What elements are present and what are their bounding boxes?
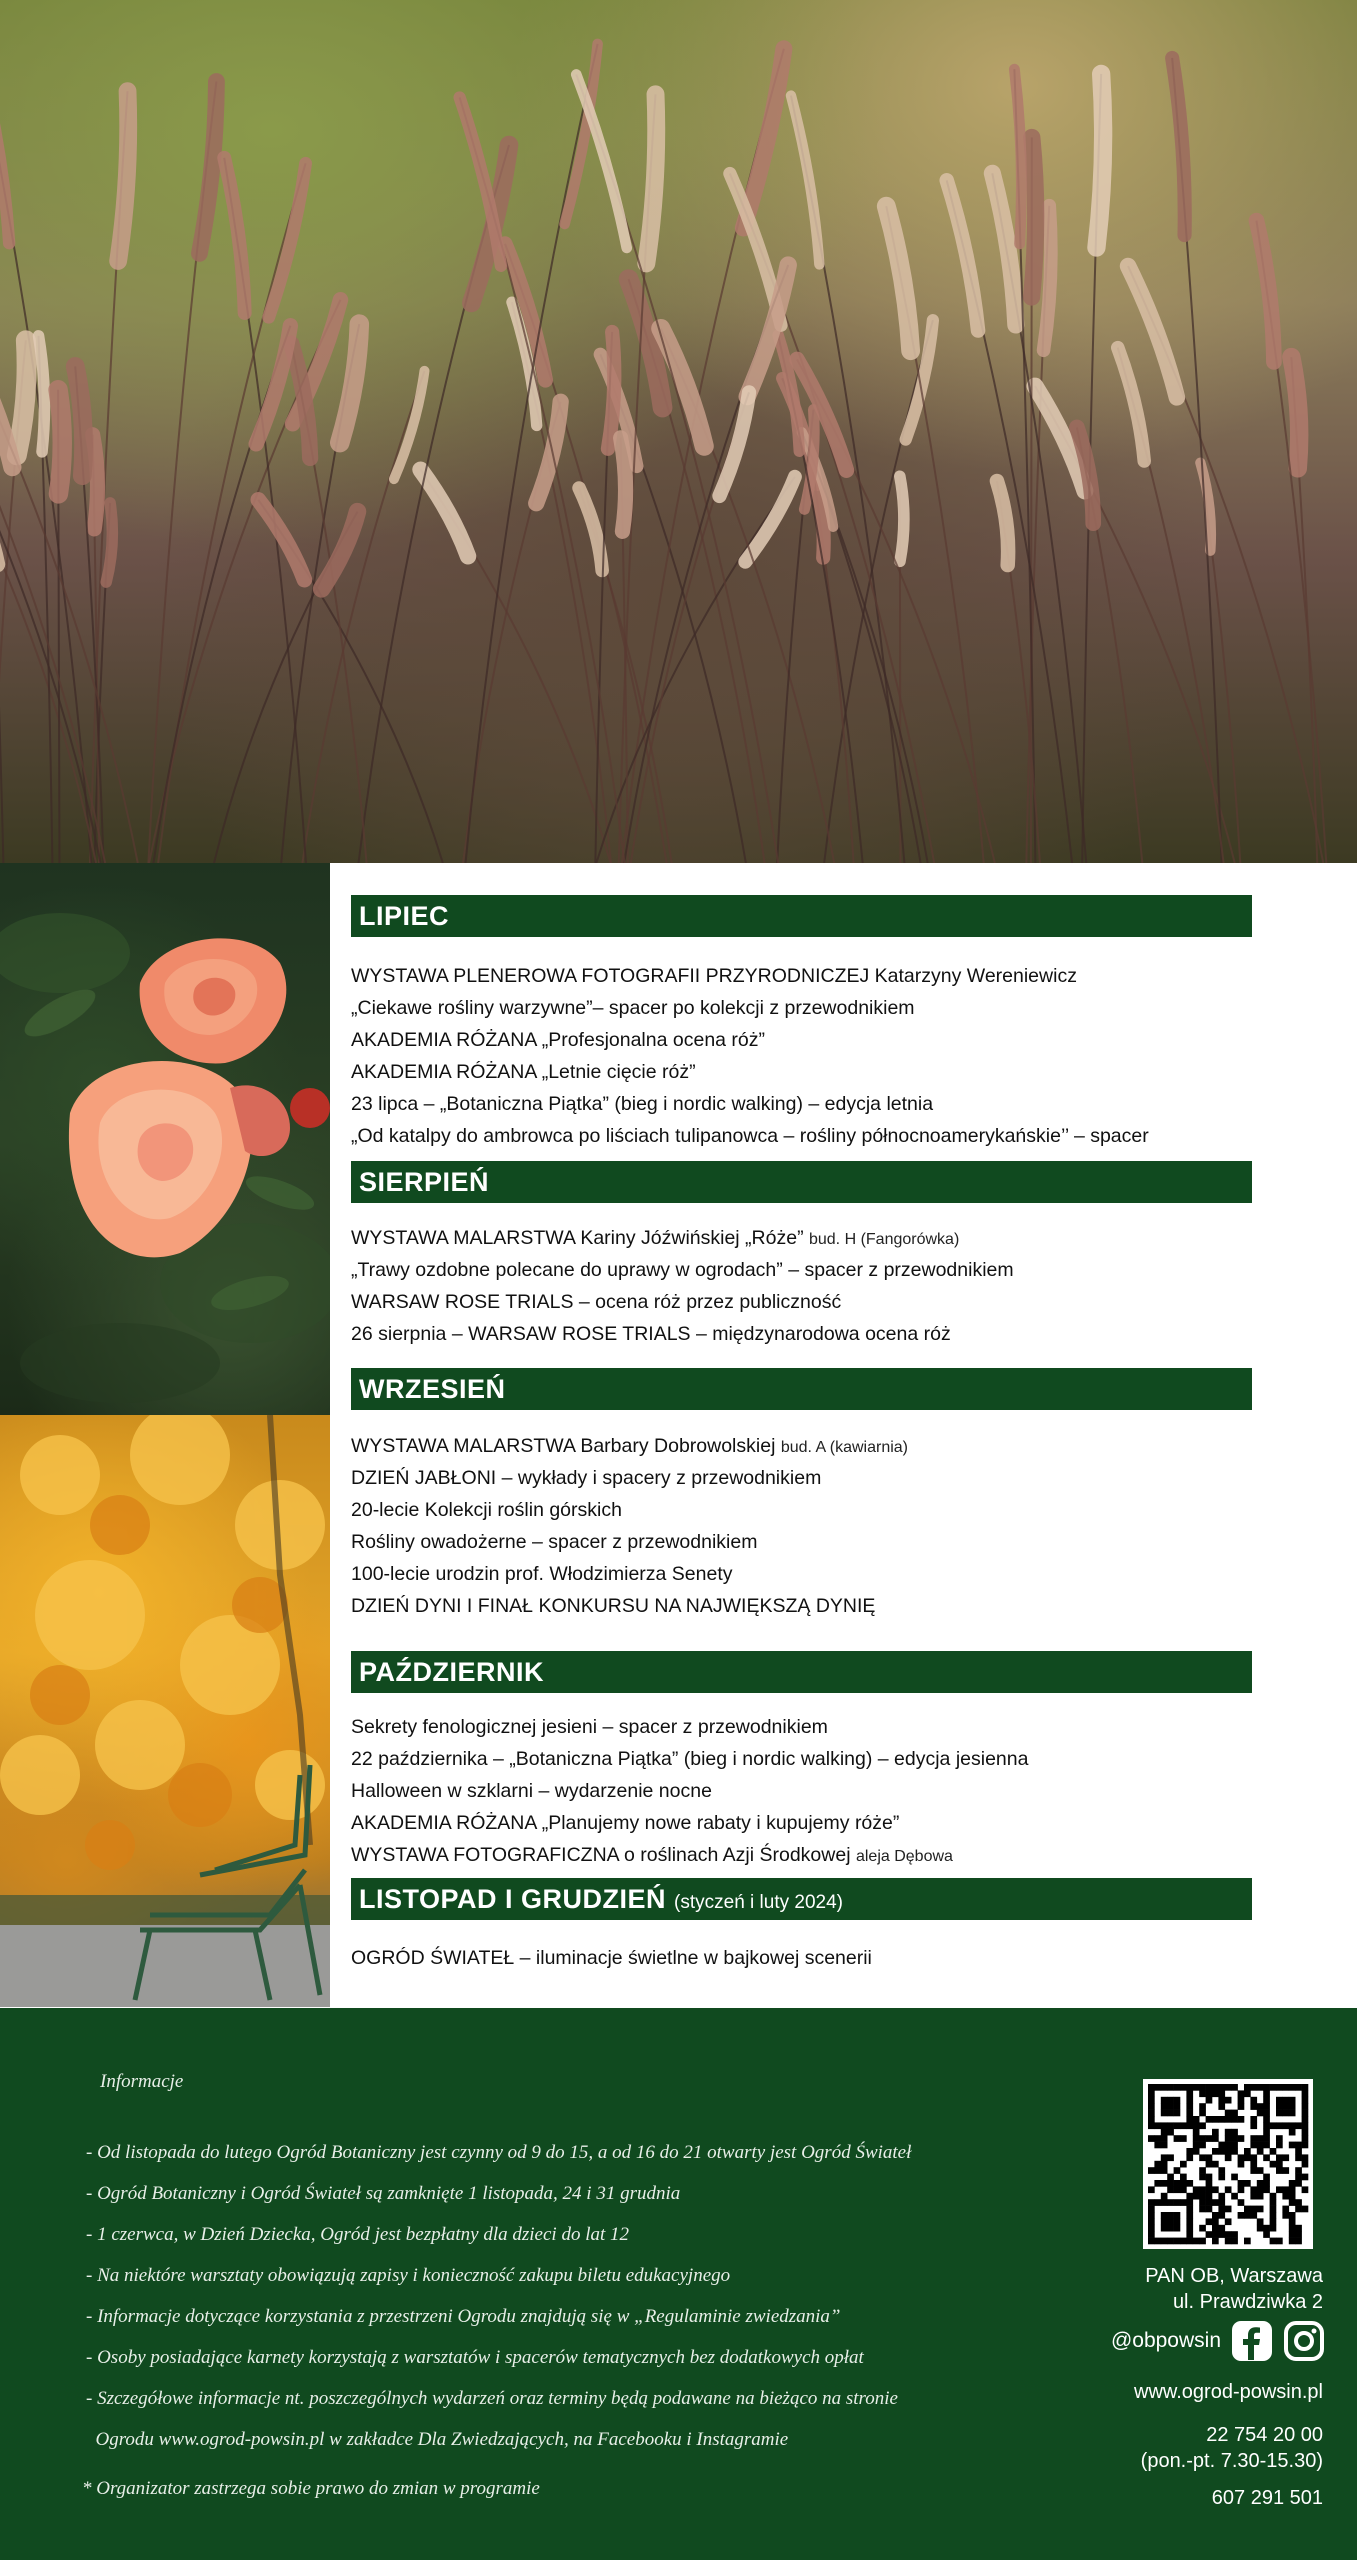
section-august xyxy=(351,1161,1252,1350)
event-text: WYSTAWA MALARSTWA Kariny Jóźwińskiej „Róże” xyxy=(351,1227,804,1249)
event-text: DZIEŃ JABŁONI – wykłady i spacery z przewodnikiem xyxy=(351,1467,822,1489)
month-header-july: LIPIEC xyxy=(351,895,1252,937)
info-list xyxy=(86,2132,911,2460)
info-item: - 1 czerwca, w Dzień Dziecka, Ogród jest bezpłatny dla dzieci do lat 12 xyxy=(86,2224,630,2245)
info-item: - Na niektóre warsztaty obowiązują zapisy i konieczność zakupu biletu edukacyjnego xyxy=(86,2265,731,2286)
info-item: Ogrodu www.ogrod-powsin.pl w zakładce Dla Zwiedzających, na Facebooku i Instagramie xyxy=(86,2429,789,2450)
info-item: - Od listopada do lutego Ogród Botaniczny jest czynny od 9 do 15, a od 16 do 21 otwarty jest Ogród Świateł xyxy=(86,2142,912,2163)
event-list-october xyxy=(351,1711,1252,1871)
event-text: 26 sierpnia – WARSAW ROSE TRIALS – międzynarodowa ocena róż xyxy=(351,1323,951,1345)
event-location: aleja Dębowa xyxy=(855,1848,953,1865)
instagram-icon[interactable] xyxy=(1283,2320,1325,2362)
info-item: - Informacje dotyczące korzystania z przestrzeni Ogrodu znajdują się w „Regulaminie zwiedzania” xyxy=(86,2306,841,2327)
month-header-september: WRZESIEŃ xyxy=(351,1368,1252,1410)
info-item: - Ogród Botaniczny i Ogród Świateł są zamknięte 1 listopada, 24 i 31 grudnia xyxy=(86,2183,681,2204)
event-item xyxy=(351,1743,1252,1775)
event-text: Rośliny owadożerne – spacer z przewodnikiem xyxy=(351,1531,758,1553)
photo-autumn-tree-bench xyxy=(0,1415,330,2007)
event-item xyxy=(351,1558,1252,1590)
section-november-december xyxy=(351,1878,1252,1974)
event-list-september xyxy=(351,1430,1252,1622)
event-item: WYSTAWA PLENEROWA FOTOGRAFII PRZYRODNICZEJ Katarzyny Wereniewicz xyxy=(351,965,1077,987)
roses-illustration xyxy=(0,863,330,1415)
event-item xyxy=(351,1494,1252,1526)
event-text: 20-lecie Kolekcji roślin górskich xyxy=(351,1499,622,1521)
event-item xyxy=(351,1318,1252,1350)
mobile-number: 607 291 501 xyxy=(1211,2487,1323,2509)
event-text: 22 października – „Botaniczna Piątka” (bieg i nordic walking) – edycja jesienna xyxy=(351,1748,1029,1770)
event-item: AKADEMIA RÓŻANA „Letnie cięcie róż” xyxy=(351,1061,696,1083)
month-header-november-december xyxy=(351,1878,1252,1920)
event-item xyxy=(351,1807,1252,1839)
event-item: „Ciekawe rośliny warzywne”– spacer po kolekcji z przewodnikiem xyxy=(351,997,915,1019)
ornamental-grass-illustration xyxy=(0,0,1357,863)
info-item: - Osoby posiadające karnety korzystają z warsztatów i spacerów tematycznych bez dodatkowych opłat xyxy=(86,2347,864,2368)
event-item xyxy=(351,1590,1252,1622)
event-item xyxy=(351,1775,1252,1807)
event-text: „Trawy ozdobne polecane do uprawy w ogrodach” – spacer z przewodnikiem xyxy=(351,1259,1014,1281)
footer-information xyxy=(0,2008,1357,2560)
event-text: WYSTAWA MALARSTWA Barbary Dobrowolskiej xyxy=(351,1435,776,1457)
event-item xyxy=(351,1430,1252,1462)
month-header-august: SIERPIEŃ xyxy=(351,1161,1252,1203)
event-item xyxy=(351,1462,1252,1494)
event-list-july xyxy=(351,960,1252,1152)
event-text: 100-lecie urodzin prof. Włodzimierza Senety xyxy=(351,1563,733,1585)
disclaimer: * Organizator zastrzega sobie prawo do zmian w programie xyxy=(82,2478,540,2499)
section-september xyxy=(351,1368,1252,1622)
address xyxy=(1145,2263,1323,2315)
hero-photo-grasses xyxy=(0,0,1357,863)
event-list-november-december xyxy=(351,1942,1252,1974)
event-item: OGRÓD ŚWIATEŁ – iluminacje świetlne w bajkowej scenerii xyxy=(351,1947,872,1969)
event-text: Sekrety fenologicznej jesieni – spacer z przewodnikiem xyxy=(351,1716,828,1738)
month-title: LISTOPAD I GRUDZIEŃ xyxy=(359,1884,667,1914)
event-item: AKADEMIA RÓŻANA „Profesjonalna ocena róż” xyxy=(351,1029,766,1051)
facebook-icon[interactable] xyxy=(1231,2320,1273,2362)
social-handle: @obpowsin xyxy=(1110,2329,1221,2352)
autumn-illustration xyxy=(0,1415,330,2007)
photo-roses xyxy=(0,863,330,1415)
event-item xyxy=(351,1286,1252,1318)
event-list-august xyxy=(351,1222,1252,1350)
section-october xyxy=(351,1651,1252,1871)
info-title: Informacje xyxy=(100,2071,184,2092)
phone-hours: (pon.-pt. 7.30-15.30) xyxy=(1140,2450,1323,2472)
event-text: WYSTAWA FOTOGRAFICZNA o roślinach Azji Środkowej xyxy=(351,1844,851,1866)
website-link[interactable]: www.ogrod-powsin.pl xyxy=(1134,2381,1323,2403)
event-text: DZIEŃ DYNI I FINAŁ KONKURSU NA NAJWIĘKSZĄ DYNIĘ xyxy=(351,1595,876,1617)
address-line-1: PAN OB, Warszawa xyxy=(1145,2265,1323,2287)
event-item xyxy=(351,1222,1252,1254)
event-location: bud. H (Fangorówka) xyxy=(808,1231,960,1248)
event-item: 23 lipca – „Botaniczna Piątka” (bieg i nordic walking) – edycja letnia xyxy=(351,1093,934,1115)
qr-code-graphic xyxy=(1143,2079,1313,2249)
info-item: - Szczegółowe informacje nt. poszczególnych wydarzeń oraz terminy będą podawane na bieżąco na stronie xyxy=(86,2388,898,2409)
event-text: WARSAW ROSE TRIALS – ocena róż przez publiczność xyxy=(351,1291,842,1313)
qr-code-icon[interactable] xyxy=(1143,2079,1313,2249)
event-item xyxy=(351,1526,1252,1558)
section-july xyxy=(351,895,1252,1152)
event-text: AKADEMIA RÓŻANA „Planujemy nowe rabaty i kupujemy róże” xyxy=(351,1812,900,1834)
event-item xyxy=(351,1711,1252,1743)
month-note: (styczeń i luty 2024) xyxy=(674,1892,843,1913)
event-location: bud. A (kawiarnia) xyxy=(780,1439,909,1456)
address-line-2: ul. Prawdziwka 2 xyxy=(1172,2291,1323,2313)
social-links xyxy=(1111,2318,1325,2364)
event-text: Halloween w szklarni – wydarzenie nocne xyxy=(351,1780,712,1802)
event-item: „Od katalpy do ambrowca po liściach tulipanowca – rośliny północnoamerykańskie’’ – spacer xyxy=(351,1125,1149,1147)
phone-number: 22 754 20 00 xyxy=(1206,2424,1323,2446)
event-item xyxy=(351,1254,1252,1286)
month-header-october: PAŹDZIERNIK xyxy=(351,1651,1252,1693)
event-item xyxy=(351,1839,1252,1871)
